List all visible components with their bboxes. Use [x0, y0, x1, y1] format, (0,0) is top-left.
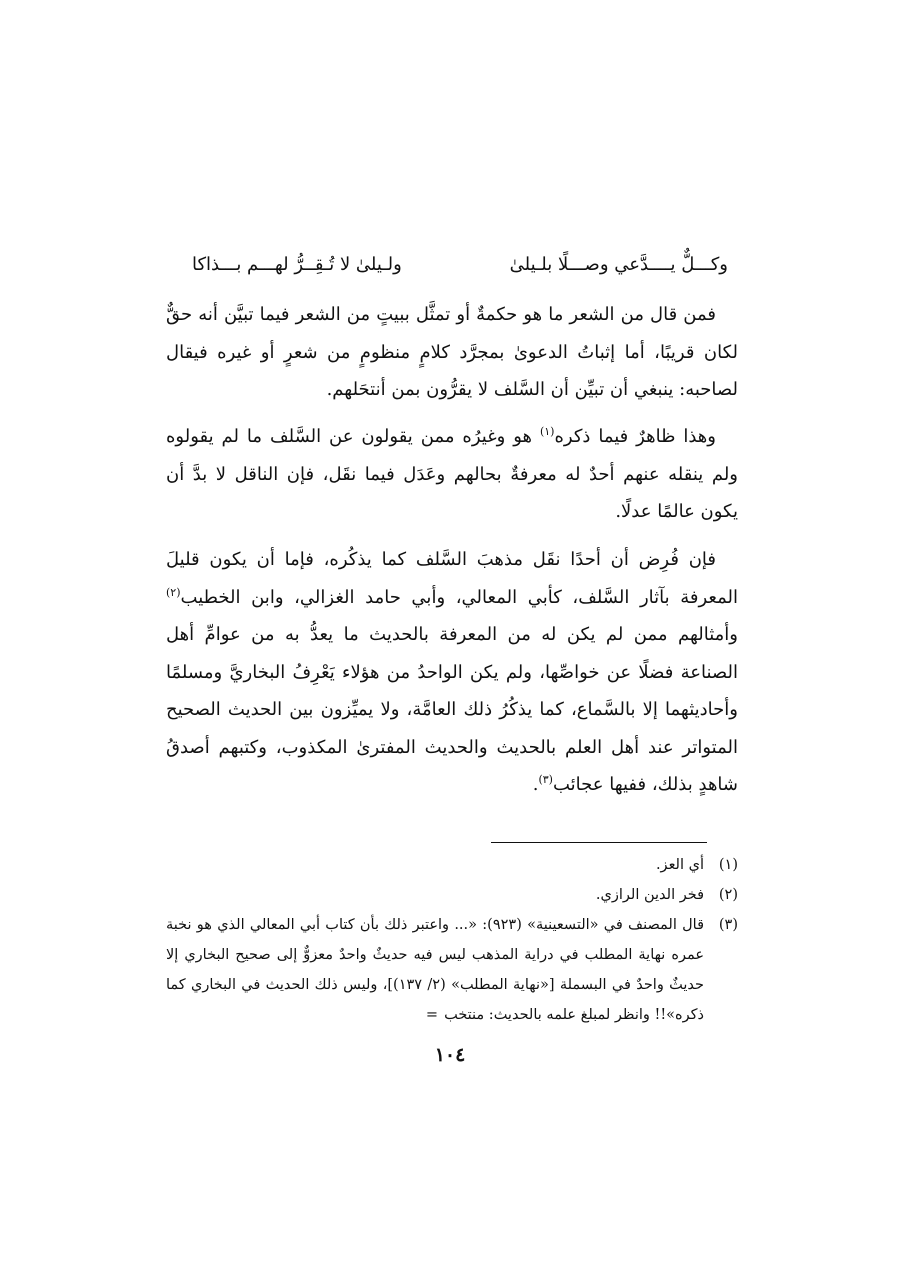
footnotes-section: [166, 850, 738, 1030]
footnote-item: [166, 880, 738, 910]
paragraph-salaf-claims: [166, 418, 738, 531]
page-number: ١٠٤: [434, 1044, 466, 1066]
paragraph-text-part: وهذا ظاهرٌ فيما ذكره: [554, 426, 716, 447]
paragraph-text-part: وأمثالهم ممن لم يكن له من المعرفة بالحديث ما يعدُّ به من عوامِّ أهل الصناعة فضلًا عن خواصِّها، ولم يكن الواحدُ من هؤلاء يَعْرِفُ البخاريَّ ومسلمًا وأحاديثهما إلا بالسَّماع، كما يذكُرُ ذلك العامَّة، ولا يميِّزون بين الحديث الصحيح المتواتر عند أهل العلم بالحديث والحديث المفترىٰ المكذوب، وكتبهم أصدقُ شاهدٍ بذلك، ففيها عجائب: [166, 624, 738, 795]
paragraph-text: [166, 541, 738, 804]
paragraph-text: [166, 418, 738, 531]
poetry-verse: [166, 250, 738, 286]
footnote-reference: (٢): [166, 585, 181, 599]
verse-second-hemistich: ولـيلىٰ لا تُـقِــرُّ لهـــم بـــذاكا: [192, 254, 402, 275]
footnote-text: فخر الدين الرازي.: [595, 887, 704, 903]
footnote-text: أي العز.: [655, 857, 704, 873]
footnote-number: (٢): [718, 887, 738, 903]
footnote-text: قال المصنف في «التسعينية» (٩٢٣): «... واعتبر ذلك بأن كتاب أبي المعالي الذي هو نخبة عمره نهاية المطلب في دراية المذهب ليس فيه حديثٌ واحدٌ معزوٌّ إلى صحيح البخاري إلا حديثٌ واحدٌ في البسملة [«نهاية المطلب» (٢/ ١٣٧)]، وليس ذلك الحديث في البخاري كما ذكره»!! وانظر لمبلغ علمه بالحديث: منتخب: [166, 917, 705, 1023]
footnote-separator: [491, 842, 707, 843]
footnote-item: [166, 850, 738, 880]
paragraph-text-part: هو وغيرُه ممن يقولون عن السَّلف ما لم يقولوه ولم ينقله عنهم أحدٌ له معرفةٌ بحالهم وعَدَل فيما نقَل، فإن الناقل لا بدَّ أن يكون عالمًا عدلًا.: [166, 426, 738, 522]
footnote-reference: (١): [539, 425, 555, 438]
footnote-continuation-mark: =: [425, 1007, 439, 1023]
paragraph-transmitters: [166, 541, 738, 804]
paragraph-poetry-claim: [166, 296, 738, 409]
footnote-item: [166, 910, 738, 1030]
verse-first-hemistich: وكـــلٌّ يــــدَّعي وصـــلًا بلـيلىٰ: [509, 254, 728, 275]
footnote-reference: (٣): [538, 773, 553, 786]
paragraph-text: فمن قال من الشعر ما هو حكمةٌ أو تمثَّل ببيتٍ من الشعر فيما تبيَّن أنه حقٌّ لكان قريبًا، أما إثباتُ الدعوىٰ بمجرَّد كلامٍ منظومٍ من شعرٍ أو غيره فيقال لصاحبه: ينبغي أن تبيِّن أن السَّلف لا يقرُّون بمن أنتحَلهم.: [166, 304, 738, 400]
footnote-number: (٣): [718, 917, 738, 933]
footnote-text-wrapper: [166, 910, 704, 1030]
paragraph-text-part: .: [532, 774, 539, 795]
paragraph-text-part: فإن فُرِض أن أحدًا نقَل مذهبَ السَّلف كما يذكُره، فإما أن يكون قليلَ المعرفة بآثار السَّلف، كأبي المعالي، وأبي حامد الغزالي، وابن الخطيب: [166, 549, 738, 608]
footnote-number: (١): [718, 857, 738, 873]
